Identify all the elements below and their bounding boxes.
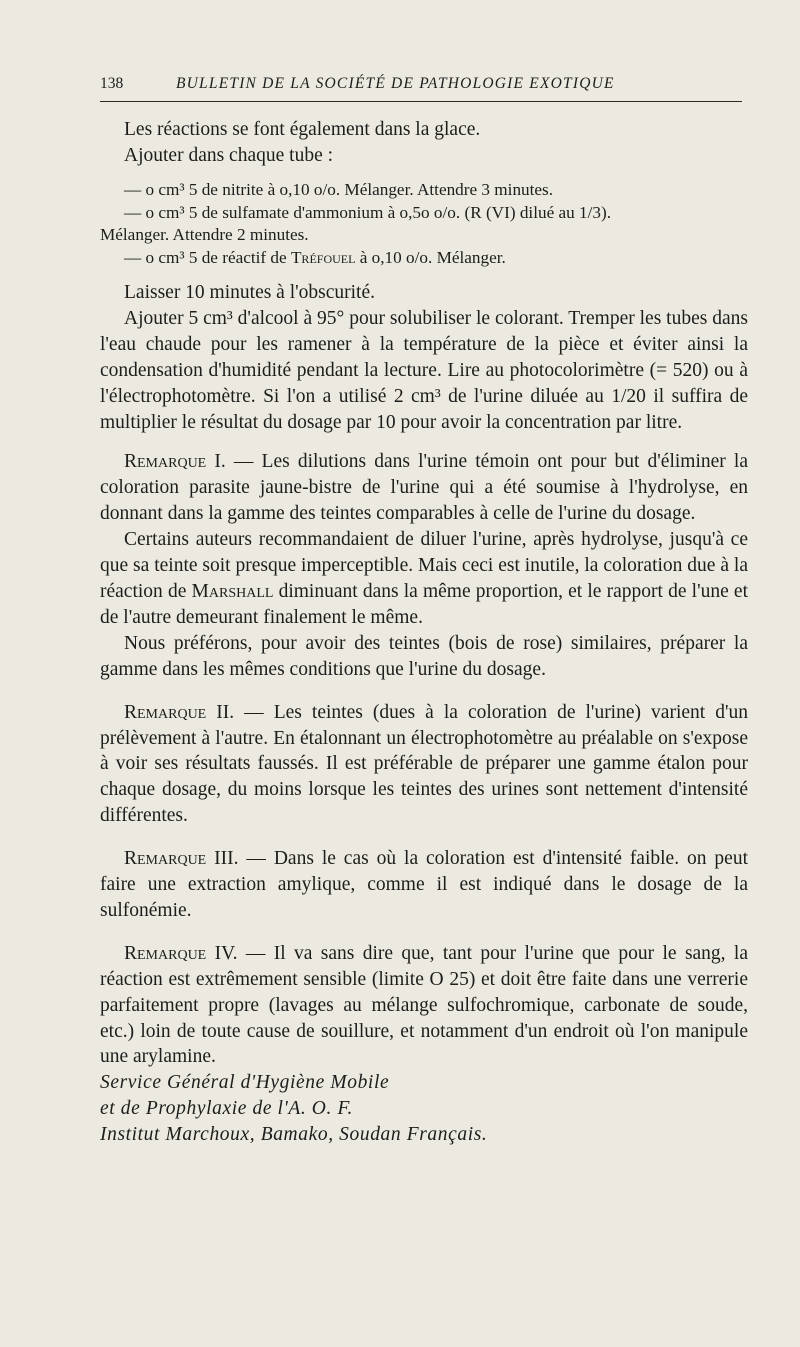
- running-title: BULLETIN DE LA SOCIÉTÉ DE PATHOLOGIE EXOTIQUE: [176, 75, 615, 92]
- step-nitrite: — o cm³ 5 de nitrite à o,10 o/o. Mélanger. Attendre 3 minutes.: [124, 179, 554, 199]
- author-name: Marshall: [191, 580, 274, 602]
- signature-line-3: Institut Marchoux, Bamako, Soudan Français.: [100, 1124, 488, 1146]
- remark-1-text: — Les dilutions dans l'urine témoin ont pour but d'éliminer la coloration parasite jaune-bistre de l'urine qui a été soumise à l'hydrolyse, en donnant dans la gamme des teintes comparables à celle de l'urine du dosage.: [100, 451, 748, 525]
- header-rule: [100, 101, 742, 102]
- remark-4-label: Remarque IV.: [124, 942, 238, 964]
- remark-1-para-2-post: diminuant dans la même proportion, et le rapport de l'une et de l'autre demeurant finalement le même.: [100, 580, 748, 628]
- remark-1-para-2: [100, 527, 748, 631]
- paragraph-add: Ajouter dans chaque tube :: [124, 144, 334, 166]
- remark-1-para-3: Nous préférons, pour avoir des teintes (bois de rose) similaires, préparer la gamme dans les mêmes conditions que l'urine du dosage.: [100, 632, 748, 680]
- page-number: 138: [100, 75, 124, 92]
- step-sulfamate: — o cm³ 5 de sulfamate d'ammonium à o,5o o/o. (R (VI) dilué au 1/3).: [124, 202, 612, 222]
- author-name: Tréfouel: [290, 248, 356, 268]
- remark-1-label: Remarque I.: [124, 451, 226, 473]
- article-body: [100, 117, 748, 1148]
- remark-4-text: — Il va sans dire que, tant pour l'urine que pour le sang, la réaction est extrêmement sensible (limite O 25) et doit être faite dans une verrerie parfaitement propre (lavages au mélange sulfochromique, carbonate de soude, etc.) loin de toute cause de souillure, et notamment d'un endroit où l'on manipule une arylamine.: [100, 942, 748, 1068]
- remark-2-text: — Les teintes (dues à la coloration de l'urine) varient d'un prélèvement à l'autre. En étalonnant un électrophotomètre au préalable on s'expose à voir ses résultats faussés. Il est préférable de préparer une gamme étalon pour chaque dosage, du moins lorsque les teintes des urines sont nettement d'intensité différentes.: [100, 701, 748, 827]
- step-reagent: [100, 247, 748, 270]
- paragraph-dark: Laisser 10 minutes à l'obscurité.: [124, 282, 375, 303]
- paragraph-ice: Les réactions se font également dans la glace.: [124, 119, 481, 140]
- remark-3: [100, 846, 748, 924]
- remark-2: [100, 700, 748, 830]
- remark-2-label: Remarque II.: [124, 701, 235, 723]
- remark-3-label: Remarque III.: [124, 848, 239, 870]
- signature-line-2: et de Prophylaxie de l'A. O. F.: [100, 1098, 353, 1120]
- signature-line-1: Service Général d'Hygiène Mobile: [100, 1072, 390, 1094]
- paragraph-alcohol: Ajouter 5 cm³ d'alcool à 95° pour solubiliser le colorant. Tremper les tubes dans l'eau chaude pour les ramener à la température de la pièce et éviter ainsi la condensation d'humidité pendant la lecture. Lire au photocolorimètre (= 520) ou à l'électrophotomètre. Si l'on a utilisé 2 cm³ de l'urine diluée au 1/20 il suffira de multiplier le résultat du dosage par 10 pour avoir la concentration par litre.: [100, 307, 748, 433]
- remark-1: [100, 449, 748, 527]
- remark-4: [100, 941, 748, 1071]
- remark-1-para-2-pre: Certains auteurs recommandaient de diluer l'urine, après hydrolyse, jusqu'à ce que sa teinte soit presque imperceptible. Mais ceci est inutile, la coloration due à la réaction de: [100, 529, 748, 602]
- step-reagent-pre: — o cm³ 5 de réactif de: [124, 248, 291, 268]
- step-reagent-post: à o,10 o/o. Mélanger.: [355, 248, 506, 268]
- step-sulfamate-cont: Mélanger. Attendre 2 minutes.: [100, 225, 309, 245]
- remark-3-text: — Dans le cas où la coloration est d'intensité faible. on peut faire une extraction amylique, comme il est indiqué dans le dosage de la sulfonémie.: [100, 848, 748, 921]
